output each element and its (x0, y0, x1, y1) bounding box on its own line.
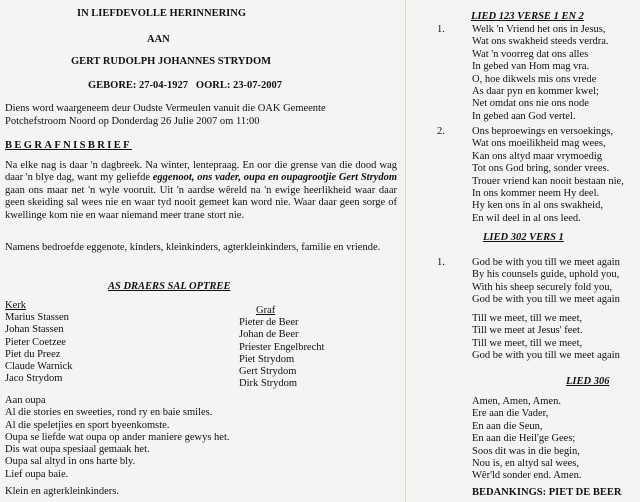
hymn-line: Till we meet, till we meet, (472, 313, 583, 324)
service-line-1: Diens word waargeneem deur Oudste Vermeulen vanuit die OAK Gemeente (5, 103, 326, 114)
birth-death-dates: GEBORE: 27-04-1927 OORL: 23-07-2007 (88, 80, 282, 91)
hymn-line: God be with you till we meet again (472, 350, 620, 362)
list-item: Johan de Beer (239, 329, 299, 341)
pallbearers-title: AS DRAERS SAL OPTREE (108, 281, 231, 292)
family-roles: eggenoot, ons vader, oupa en oupagrootjie Gert Strydom (152, 172, 397, 184)
funeral-letter-text: Na elke nag is daar 'n dagbreek. Na winter, lentepraag. En oor die grense van die dood wag daar 'n blye dag, want my geliefde eggenoot, ons vader, oupa en oupagrootjie Gert Strydom gaan ons maar net 'n wyle vooruit. Uit 'n aardse wêreld na 'n ewige heerlikheid waar daar geen skeiding sal wees nie en waar tyd nooit gemeet kan word nie. Waar daar geen sorge of kwellinge kom nie en waar niemand meer trane stort nie. (5, 160, 397, 221)
list-item: Piet du Preez (5, 348, 61, 360)
hymn-line: Tot ons God bring, sonder vrees. (472, 163, 610, 175)
deceased-name: GERT RUDOLPH JOHANNES STRYDOM (71, 56, 272, 67)
hymn-line: Till we meet, till we meet, (472, 337, 583, 349)
church-bearers-list (5, 312, 72, 386)
verse-number: 1. (437, 24, 445, 35)
list-item: Johan Stassen (5, 324, 64, 336)
hymn-line: God be with you till we meet again (472, 294, 620, 306)
hymn-line: En wil deel in al ons leed. (472, 212, 581, 224)
heading-in-memory: IN LIEFDEVOLLE HERINNERING (77, 8, 246, 19)
list-item: Claude Warnick (5, 361, 73, 373)
list-item: Priester Engelbrecht (239, 341, 325, 353)
church-bearers-header: Kerk (5, 300, 26, 311)
poem-line: Oupa sal altyd in ons harte bly. (5, 456, 136, 468)
list-item: Dirk Strydom (239, 378, 298, 390)
hymn-line: Wêr'ld sonder end. Amen. (472, 470, 582, 482)
poem-line: Al die stories en sweeties, rond ry en baie smiles. (5, 407, 213, 419)
page-fold-divider (405, 0, 406, 502)
list-item: Pieter Coetzee (5, 336, 66, 348)
hymn-302-title: LIED 302 VERS 1 (483, 232, 564, 243)
hymn-line: In gebed van Hom mag vra. (472, 61, 590, 73)
list-item: Marius Stassen (5, 312, 69, 323)
hymn-123-verse-2 (472, 126, 624, 225)
poem-line: Dis wat oupa spesiaal gemaak het. (5, 444, 150, 456)
hymn-line: As daar pyn en kommer kwel; (472, 86, 599, 98)
list-item: Pieter de Beer (239, 317, 299, 328)
poem-line: Oupa se liefde wat oupa op ander maniere gewys het. (5, 431, 230, 443)
hymn-line: In gebed aan God vertel. (472, 110, 576, 122)
grave-bearers-header: Graf (256, 305, 276, 316)
hymn-302-verse-a (472, 257, 620, 307)
grandchildren-poem (5, 395, 230, 481)
hymn-line: En aan die Seun, (472, 420, 543, 432)
hymn-306-title: LIED 306 (566, 376, 610, 387)
hymn-line: Wat 'n voorreg dat ons alles (472, 48, 589, 60)
hymn-line: By his counsels guide, uphold you, (472, 269, 620, 281)
list-item: Piet Strydom (239, 353, 295, 365)
hymn-line: Soos dit was in die begin, (472, 445, 580, 457)
heading-to: AAN (147, 34, 170, 45)
acknowledgements: BEDANKINGS: PIET DE BEER (472, 487, 622, 498)
hymn-line: God be with you till we meet again (472, 257, 620, 268)
hymn-123-verse-1 (472, 24, 609, 123)
hymn-123-title: LIED 123 VERSE 1 EN 2 (471, 11, 584, 22)
hymn-line: Ere aan die Vader, (472, 408, 549, 420)
hymn-line: Till we meet at Jesus' feet. (472, 325, 583, 337)
hymn-line: Welk 'n Vriend het ons in Jesus, (472, 24, 606, 35)
hymn-306-verse (472, 396, 582, 483)
hymn-line: Wat ons moeilikheid mag wees, (472, 138, 606, 150)
family-line: Namens bedroefde eggenote, kinders, kleinkinders, agterkleinkinders, familie en vriende. (5, 242, 381, 253)
hymn-line: Amen, Amen, Amen. (472, 396, 561, 407)
poem-line: Aan oupa (5, 395, 46, 406)
hymn-line: Nou is, en altyd sal wees, (472, 458, 580, 470)
hymn-line: Net omdat ons nie ons node (472, 98, 589, 110)
verse-number: 2. (437, 126, 445, 137)
hymn-line: Kan ons altyd maar vrymoedig (472, 150, 603, 162)
hymn-line: With his sheep securely fold you, (472, 281, 613, 293)
hymn-line: Trouer vriend kan nooit bestaan nie, (472, 175, 624, 187)
funeral-letter-title: BEGRAFNISBRIEF (5, 140, 132, 151)
poem-line: Al die speletjies en sport byeenkomste. (5, 419, 170, 431)
hymn-line: Hy ken ons in al ons swakheid, (472, 200, 603, 212)
grave-bearers-list (239, 317, 324, 391)
hymn-line: In ons kommer neem Hy deel. (472, 188, 600, 200)
hymn-line: En aan die Heil'ge Gees; (472, 433, 576, 445)
verse-number: 1. (437, 257, 445, 268)
hymn-line: Ons beproewings en versoekings, (472, 126, 614, 137)
poem-line: Lief oupa baie. (5, 468, 69, 480)
hymn-line: O, hoe dikwels mis ons vrede (472, 73, 597, 85)
hymn-302-verse-b (472, 313, 620, 363)
list-item: Gert Strydom (239, 366, 297, 378)
poem-signoff: Klein en agterkleinkinders. (5, 486, 120, 497)
service-line-2: Potchefstroom Noord op Donderdag 26 Julie 2007 om 11:00 (5, 116, 260, 127)
list-item: Jaco Strydom (5, 373, 63, 385)
hymn-line: Wat ons swakheid steeds verdra. (472, 36, 609, 48)
